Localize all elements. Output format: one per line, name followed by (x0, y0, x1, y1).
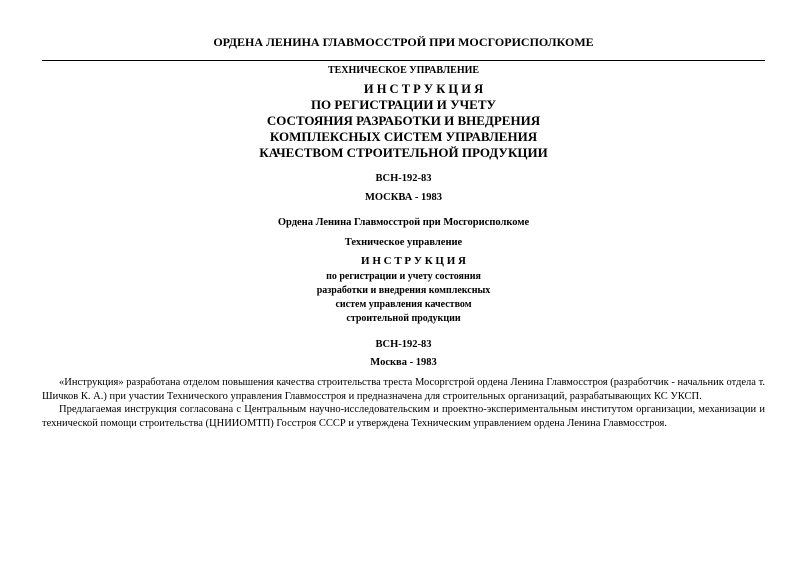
organization-line: Ордена Ленина Главмосстрой при Мосгорисполкоме (277, 217, 530, 228)
subtitle-line: КОМПЛЕКСНЫХ СИСТЕМ УПРАВЛЕНИЯ (269, 129, 538, 144)
document-code-secondary: ВСН-192-83 (375, 339, 432, 350)
subtitle-line: КАЧЕСТВОМ СТРОИТЕЛЬНОЙ ПРОДУКЦИИ (259, 145, 548, 160)
organization-header: ОРДЕНА ЛЕНИНА ГЛАВМОССТРОЙ ПРИ МОСГОРИСПОЛКОМЕ (213, 35, 594, 49)
department-heading: ТЕХНИЧЕСКОЕ УПРАВЛЕНИЕ (327, 65, 480, 76)
header-divider (42, 60, 765, 61)
document-title-secondary: И Н С Т Р У К Ц И Я (361, 255, 466, 267)
subtitle-line: ПО РЕГИСТРАЦИИ И УЧЕТУ (310, 97, 497, 112)
subtitle-line: строительной продукции (346, 313, 461, 324)
subtitle-line: разработки и внедрения комплексных (316, 285, 491, 296)
subtitle-line: систем управления качеством (335, 299, 472, 310)
subtitle-line: по регистрации и учету состояния (326, 271, 481, 282)
city-year: МОСКВА - 1983 (364, 192, 443, 203)
paragraph: «Инструкция» разработана отделом повышения качества строительства треста Мосоргстрой ордена Ленина Главмосстроя (разработчик - начальник отдела т. Шичков К. А.) при участии Технического управления Главмосстроя и предназначена для строительных организаций, разрабатывающих КС УКСП. (42, 377, 765, 402)
body-text (42, 376, 765, 430)
subtitle-line: СОСТОЯНИЯ РАЗРАБОТКИ И ВНЕДРЕНИЯ (266, 113, 541, 128)
paragraph: Предлагаемая инструкция согласована с Центральным научно-исследовательским и проектно-экспериментальным институтом организации, механизации и технической помощи строительства (ЦНИИОМТП) Госстроя СССР и утверждена Техническим управлением ордена Ленина Главмосстроя. (42, 404, 765, 429)
document-code: ВСН-192-83 (375, 173, 432, 184)
city-year-secondary: Москва - 1983 (370, 357, 437, 368)
document-subtitle-secondary (0, 270, 807, 326)
document-title: И Н С Т Р У К Ц И Я (363, 82, 484, 96)
department-line: Техническое управление (344, 237, 463, 248)
document-subtitle (0, 97, 807, 161)
